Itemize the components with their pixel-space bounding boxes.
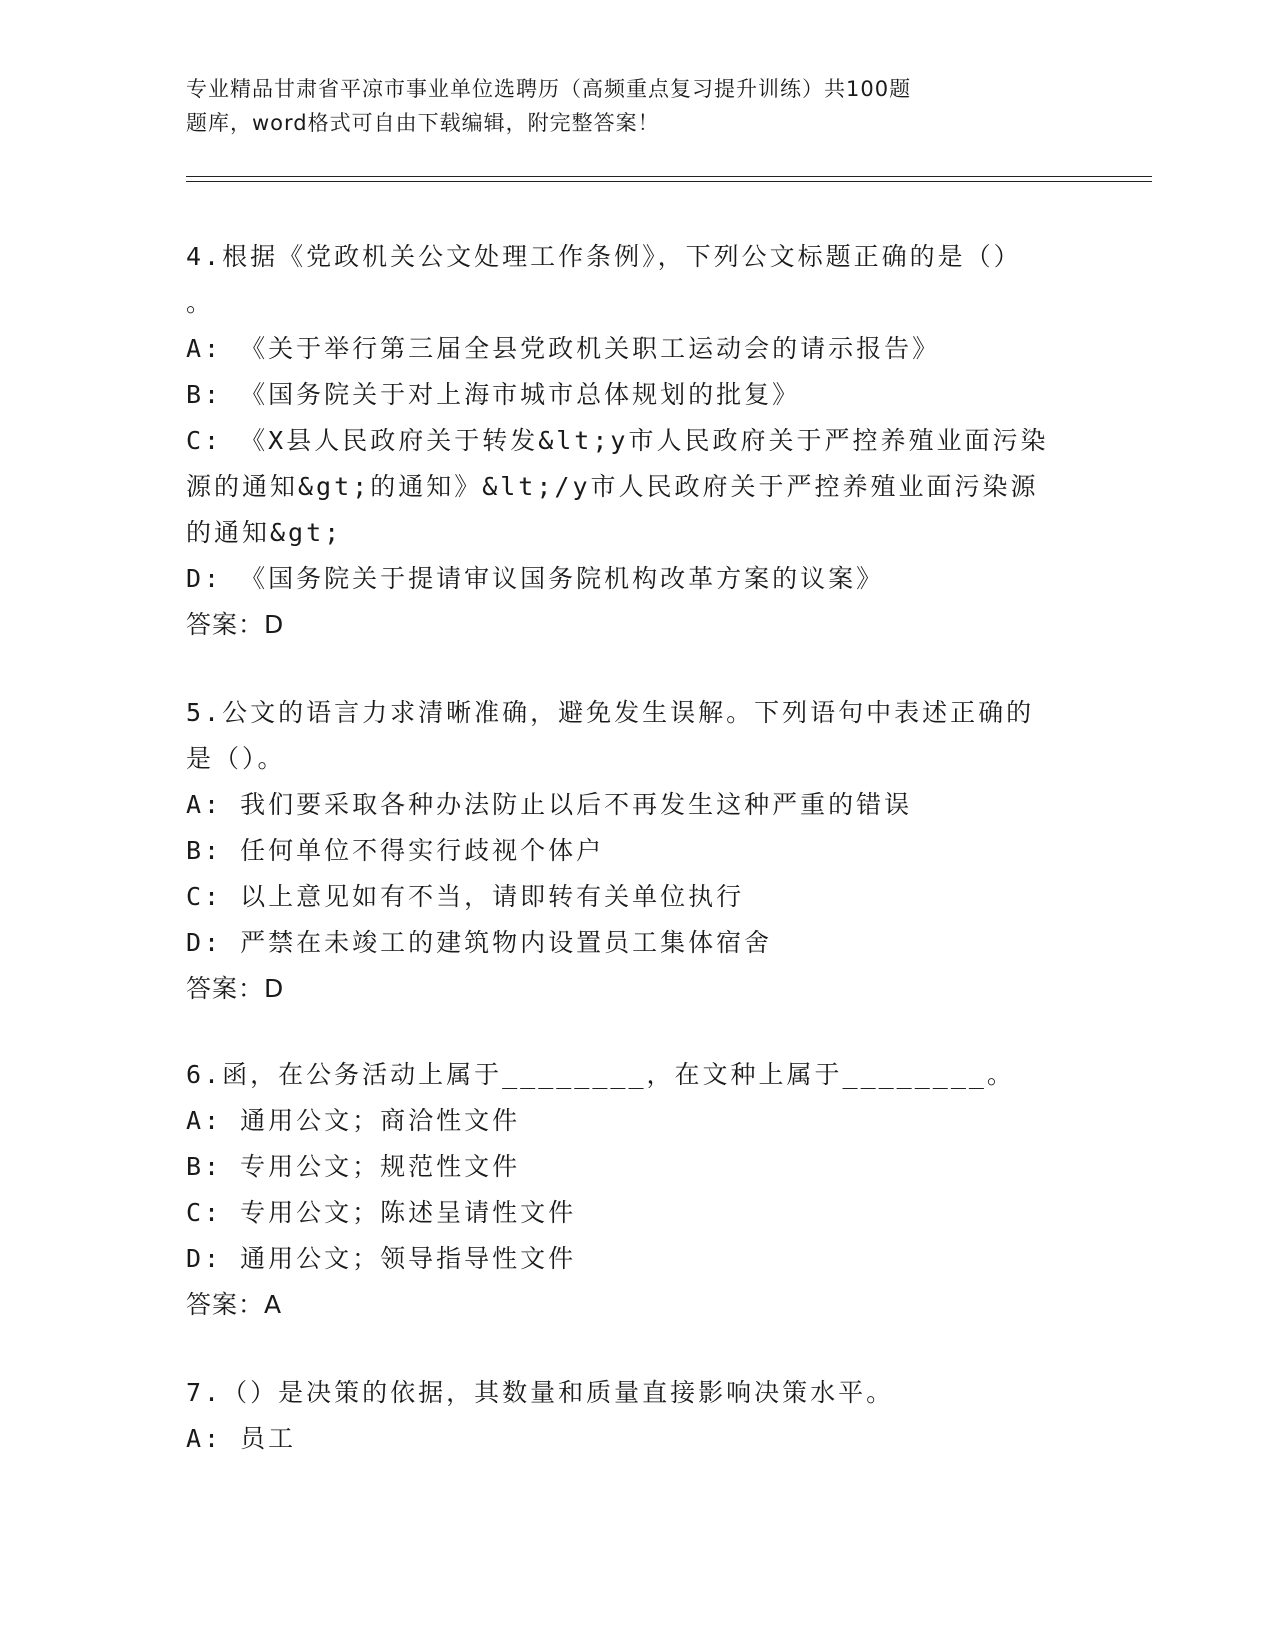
header-line-2: 题库，word格式可自由下载编辑，附完整答案！	[186, 111, 660, 135]
question-stem: 4.根据《党政机关公文处理工作条例》，下列公文标题正确的是（）	[186, 242, 1022, 271]
header-line-1: 专业精品甘肃省平凉市事业单位选聘历（高频重点复习提升训练）共100题	[186, 77, 912, 101]
question-7	[186, 1370, 1086, 1462]
question-stem-continued: 。	[186, 288, 215, 317]
option-a: A: 《关于举行第三届全县党政机关职工运动会的请示报告》	[186, 334, 941, 363]
option-c: C: 《X县人民政府关于转发&lt;y市人民政府关于严控养殖业面污染源的通知&gt;的通知》&lt;/y市人民政府关于严控养殖业面污染源的通知&gt;	[186, 426, 1049, 547]
answer: 答案：D	[186, 974, 285, 1003]
question-6	[186, 1052, 1086, 1328]
header-divider-bottom	[186, 181, 1152, 182]
question-5	[186, 690, 1086, 1012]
option-a: A: 我们要采取各种办法防止以后不再发生这种严重的错误	[186, 790, 913, 819]
option-d: D: 严禁在未竣工的建筑物内设置员工集体宿舍	[186, 928, 773, 957]
question-4	[186, 234, 1086, 648]
option-b: B: 任何单位不得实行歧视个体户	[186, 836, 605, 865]
question-stem: 6.函，在公务活动上属于________，在文种上属于________。	[186, 1060, 1015, 1089]
question-stem: 7.（）是决策的依据，其数量和质量直接影响决策水平。	[186, 1378, 895, 1407]
option-c: C: 以上意见如有不当，请即转有关单位执行	[186, 882, 745, 911]
option-b: B: 专用公文；规范性文件	[186, 1152, 521, 1181]
option-d: D: 通用公文；领导指导性文件	[186, 1244, 577, 1273]
option-b: B: 《国务院关于对上海市城市总体规划的批复》	[186, 380, 801, 409]
option-c: C: 专用公文；陈述呈请性文件	[186, 1198, 577, 1227]
option-a: A: 通用公文；商洽性文件	[186, 1106, 521, 1135]
question-stem-continued: 是（）。	[186, 744, 286, 773]
answer: 答案：D	[186, 610, 285, 639]
option-a: A: 员工	[186, 1424, 297, 1453]
answer: 答案：A	[186, 1290, 283, 1319]
document-header	[186, 72, 1036, 140]
header-divider-top	[186, 176, 1152, 177]
option-d: D: 《国务院关于提请审议国务院机构改革方案的议案》	[186, 564, 885, 593]
question-stem: 5.公文的语言力求清晰准确，避免发生误解。下列语句中表述正确的	[186, 698, 1035, 727]
